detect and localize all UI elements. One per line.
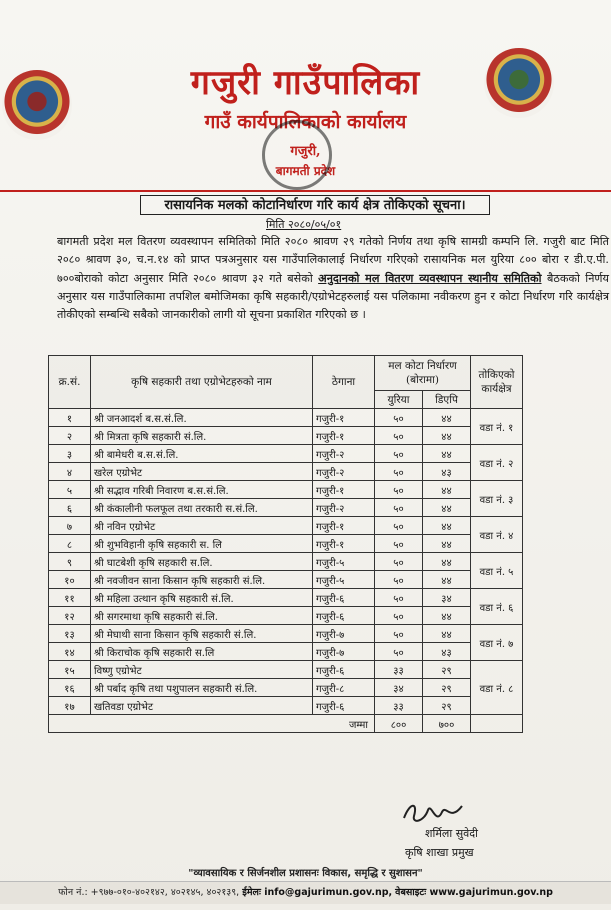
row-sn: १६ <box>49 679 91 697</box>
row-sn: ३ <box>49 445 91 463</box>
notice-para-2: बैठकको निर्णय अनुसार यस गाउँपालिकामा तपशिल बमोजिमका कृषि सहकारी/एग्रोभेटहरुलाई यस पलिकामा नवीकरण हुन र कोटा निर्धारण गरि कार्यक्षेत्र तोकीएको सम्बन्धि सबैको जानकारीको लागी यो सूचना प्रकाशित गरिएको छ । <box>57 272 609 321</box>
row-dap: ४४ <box>423 427 471 445</box>
row-name: श्री सगरमाथा कृषि सहकारी सं.लि. <box>91 607 313 625</box>
notice-title: रासायनिक मलको कोटानिर्धारण गरि कार्य क्षेत्र तोकिएको सूचना। <box>140 195 490 215</box>
row-name: श्री घाटबेशी कृषि सहकारी स.लि. <box>91 553 313 571</box>
row-name: श्री नविन एग्रोभेट <box>91 517 313 535</box>
row-sn: १ <box>49 409 91 427</box>
header-area: तोकिएको कार्यक्षेत्र <box>471 356 523 409</box>
row-sn: ७ <box>49 517 91 535</box>
header-quota: मल कोटा निर्धारण (बोरामा) <box>375 356 471 391</box>
row-sn: ५ <box>49 481 91 499</box>
row-address: गजुरी-६ <box>313 697 375 715</box>
notice-body <box>57 233 609 324</box>
row-ward: वडा नं. ४ <box>471 517 523 553</box>
row-dap: ४४ <box>423 535 471 553</box>
row-urea: ५० <box>375 427 423 445</box>
row-ward: वडा नं. १ <box>471 409 523 445</box>
row-name: श्री महिला उत्थान कृषि सहकारी सं.लि. <box>91 589 313 607</box>
total-label: जम्मा <box>49 715 375 733</box>
office-motto: "व्यावसायिक र सिर्जनशील प्रशासनः विकास, समृद्धि र सुशासन" <box>188 868 423 879</box>
row-sn: ६ <box>49 499 91 517</box>
notice-para-1: बागमती प्रदेश मल वितरण व्यवस्थापन समितिको मिति २०८० श्रावण २९ गतेको निर्णय तथा कृषि सामग्री कम्पनि लि. गजुरी बाट मिति २०८० श्रावण ३०, च.न.१४ को प्राप्त पत्रअनुसार यस गाउँपालिकालाई निर्धारण गरिएको रासायनिक मल युरिया ८०० बोरा र डी.ए.पी. ७००बोराको कोटा अनुसार मिति २०८० श्रावण ३२ गते बसेको <box>57 235 609 285</box>
row-dap: २९ <box>423 679 471 697</box>
row-dap: ४४ <box>423 625 471 643</box>
row-dap: २९ <box>423 697 471 715</box>
row-ward: वडा नं. ५ <box>471 553 523 589</box>
table-row <box>49 571 523 589</box>
row-dap: ४४ <box>423 445 471 463</box>
row-sn: ११ <box>49 589 91 607</box>
row-urea: ५० <box>375 553 423 571</box>
row-dap: ४४ <box>423 571 471 589</box>
row-urea: ५० <box>375 643 423 661</box>
total-dap: ७०० <box>423 715 471 733</box>
table-row <box>49 517 523 535</box>
total-empty <box>471 715 523 733</box>
row-urea: ५० <box>375 499 423 517</box>
row-sn: ८ <box>49 535 91 553</box>
signatory-name: शर्मिला सुवेदी <box>425 827 478 840</box>
row-dap: ४३ <box>423 463 471 481</box>
row-address: गजुरी-१ <box>313 427 375 445</box>
row-sn: १३ <box>49 625 91 643</box>
header-sn: क्र.सं. <box>49 356 91 409</box>
row-name: श्री पर्बाद कृषि तथा पशुपालन सहकारी सं.लि. <box>91 679 313 697</box>
row-address: गजुरी-२ <box>313 463 375 481</box>
row-sn: ४ <box>49 463 91 481</box>
row-address: गजुरी-१ <box>313 517 375 535</box>
row-address: गजुरी-२ <box>313 445 375 463</box>
header-divider <box>0 190 611 192</box>
total-row <box>49 715 523 733</box>
row-sn: १४ <box>49 643 91 661</box>
signatory-title: कृषि शाखा प्रमुख <box>405 846 474 859</box>
header-address: ठेगाना <box>313 356 375 409</box>
row-name: खरेल एग्रोभेट <box>91 463 313 481</box>
table-row <box>49 463 523 481</box>
row-dap: ४४ <box>423 499 471 517</box>
signature-icon <box>398 796 468 830</box>
notice-underlined-committee: अनुदानको मल वितरण व्यवस्थापन स्थानीय समितिको <box>318 271 542 285</box>
row-name: खतिवडा एग्रोभेट <box>91 697 313 715</box>
table-row <box>49 697 523 715</box>
footer-website: वेबसाइटः www.gajurimun.gov.np <box>395 887 553 898</box>
province-name: बागमती प्रदेश <box>275 164 336 178</box>
table-row <box>49 409 523 427</box>
row-urea: ५० <box>375 445 423 463</box>
row-address: गजुरी-६ <box>313 607 375 625</box>
row-urea: ३४ <box>375 679 423 697</box>
row-address: गजुरी-७ <box>313 625 375 643</box>
table-row <box>49 589 523 607</box>
row-urea: ३३ <box>375 697 423 715</box>
row-address: गजुरी-१ <box>313 535 375 553</box>
table-row <box>49 481 523 499</box>
table-row <box>49 445 523 463</box>
row-ward: वडा नं. २ <box>471 445 523 481</box>
row-address: गजुरी-८ <box>313 679 375 697</box>
row-dap: ३४ <box>423 589 471 607</box>
footer-email: ईमेलः info@gajurimun.gov.np, <box>242 887 393 898</box>
row-sn: १० <box>49 571 91 589</box>
row-address: गजुरी-२ <box>313 499 375 517</box>
office-name: गाउँ कार्यपालिकाको कार्यालय <box>204 111 407 133</box>
row-sn: १२ <box>49 607 91 625</box>
table-row <box>49 661 523 679</box>
row-sn: १७ <box>49 697 91 715</box>
row-name: श्री मित्रता कृषि सहकारी सं.लि. <box>91 427 313 445</box>
table-row <box>49 607 523 625</box>
row-urea: ५० <box>375 409 423 427</box>
row-address: गजुरी-६ <box>313 661 375 679</box>
row-name: विष्णु एग्रोभेट <box>91 661 313 679</box>
contact-footer <box>0 881 611 904</box>
row-ward: वडा नं. ६ <box>471 589 523 625</box>
table-row <box>49 679 523 697</box>
row-name: श्री शुभविहानी कृषि सहकारी स. लि <box>91 535 313 553</box>
row-dap: ४४ <box>423 481 471 499</box>
row-dap: ४४ <box>423 517 471 535</box>
table-row <box>49 535 523 553</box>
row-urea: ५० <box>375 481 423 499</box>
total-urea: ८०० <box>375 715 423 733</box>
row-sn: २ <box>49 427 91 445</box>
row-dap: २९ <box>423 661 471 679</box>
row-urea: ५० <box>375 607 423 625</box>
row-sn: ९ <box>49 553 91 571</box>
table-row <box>49 427 523 445</box>
table-row <box>49 553 523 571</box>
row-urea: ५० <box>375 589 423 607</box>
row-dap: ४३ <box>423 643 471 661</box>
header-urea: युरिया <box>375 391 423 409</box>
row-urea: ५० <box>375 463 423 481</box>
row-urea: ५० <box>375 535 423 553</box>
row-urea: ५० <box>375 517 423 535</box>
row-name: श्री कंकालीनी फलफूल तथा तरकारी स.सं.लि. <box>91 499 313 517</box>
row-urea: ३३ <box>375 661 423 679</box>
notice-date: मिति २०८०/०५/०१ <box>266 218 342 231</box>
row-dap: ४४ <box>423 607 471 625</box>
table-row <box>49 643 523 661</box>
row-ward: वडा नं. ७ <box>471 625 523 661</box>
header-name: कृषि सहकारी तथा एग्रोभेटहरुको नाम <box>91 356 313 409</box>
row-urea: ५० <box>375 571 423 589</box>
office-stamp-icon <box>262 120 332 190</box>
row-name: श्री मेघाथी साना किसान कृषि सहकारी सं.लि. <box>91 625 313 643</box>
row-name: श्री जनआदर्श ब.स.सं.लि. <box>91 409 313 427</box>
row-address: गजुरी-५ <box>313 553 375 571</box>
row-urea: ५० <box>375 625 423 643</box>
row-ward: वडा नं. ३ <box>471 481 523 517</box>
row-name: श्री सद्भाव गरिबी निवारण ब.स.सं.लि. <box>91 481 313 499</box>
row-sn: १५ <box>49 661 91 679</box>
row-address: गजुरी-६ <box>313 589 375 607</box>
header-dap: डिएपि <box>423 391 471 409</box>
table-row <box>49 499 523 517</box>
row-ward: वडा नं. ८ <box>471 661 523 715</box>
municipality-title: गजुरी गाउँपालिका <box>190 63 421 103</box>
row-address: गजुरी-१ <box>313 481 375 499</box>
place-name: गजुरी, <box>290 144 321 159</box>
row-address: गजुरी-७ <box>313 643 375 661</box>
table-row <box>49 625 523 643</box>
row-name: श्री किराचोक कृषि सहकारी स.लि <box>91 643 313 661</box>
footer-phone: फोन नं.: +९७७-०१०-४०२१४२, ४०२१४५, ४०२१३९, <box>58 887 240 898</box>
row-address: गजुरी-५ <box>313 571 375 589</box>
row-name: श्री नवजीवन साना किसान कृषि सहकारी सं.लि. <box>91 571 313 589</box>
row-name: श्री बामेधरी ब.स.सं.लि. <box>91 445 313 463</box>
quota-table <box>48 355 523 733</box>
row-address: गजुरी-१ <box>313 409 375 427</box>
row-dap: ४४ <box>423 409 471 427</box>
row-dap: ४४ <box>423 553 471 571</box>
